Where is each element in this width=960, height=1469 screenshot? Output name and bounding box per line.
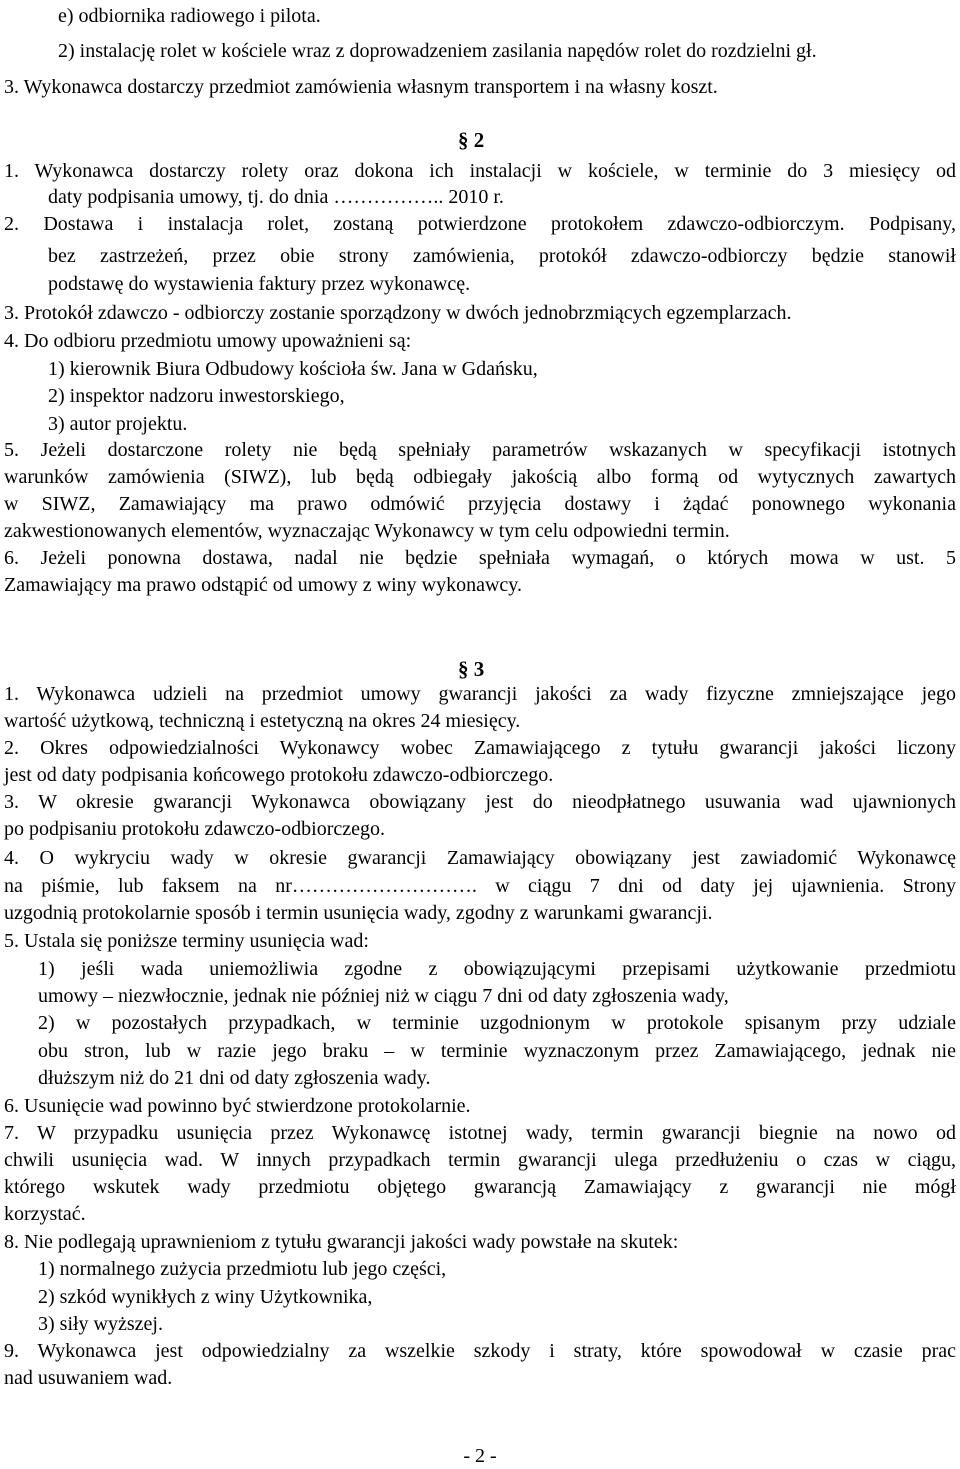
paragraph-line: w SIWZ, Zamawiający ma prawo odmówić przyjęcia dostawy i żądać ponownego wykonania: [4, 493, 956, 515]
paragraph-line: 6. Usunięcie wad powinno być stwierdzone protokolarnie.: [4, 1095, 471, 1117]
paragraph-line: 1. Wykonawca dostarczy rolety oraz dokona ich instalacji w kościele, w terminie do 3 miesięcy od: [4, 160, 956, 182]
text-line: 3. Wykonawca dostarczy przedmiot zamówienia własnym transportem i na własny koszt.: [4, 76, 718, 98]
paragraph-line: zakwestionowanych elementów, wyznaczając Wykonawcy w tym celu odpowiedni termin.: [4, 520, 730, 542]
section-heading: § 2: [458, 128, 485, 152]
section-heading: § 3: [458, 657, 485, 681]
paragraph-line: 2. Dostawa i instalacja rolet, zostaną potwierdzone protokołem zdawczo-odbiorczym. Podpisany,: [4, 213, 956, 235]
list-item: 2) w pozostałych przypadkach, w terminie uzgodnionym w protokole spisanym przy udziale: [38, 1012, 956, 1034]
paragraph-line: nad usuwaniem wad.: [4, 1367, 173, 1389]
paragraph-line: 1. Wykonawca udzieli na przedmiot umowy gwarancji jakości za wady fizyczne zmniejszające jego: [4, 683, 956, 705]
paragraph-line: 9. Wykonawca jest odpowiedzialny za wszelkie szkody i straty, które spowodował w czasie prac: [4, 1340, 956, 1362]
paragraph-line: 7. W przypadku usunięcia przez Wykonawcę istotnej wady, termin gwarancji biegnie na nowo od: [4, 1122, 956, 1144]
paragraph-line: 8. Nie podlegają uprawnieniom z tytułu gwarancji jakości wady powstałe na skutek:: [4, 1231, 679, 1253]
paragraph-line: po podpisaniu protokołu zdawczo-odbiorczego.: [4, 818, 386, 840]
list-item: obu stron, lub w razie jego braku – w terminie wyznaczonym przez Zamawiającego, jednak nie: [38, 1040, 956, 1062]
paragraph-line: którego wskutek wady przedmiotu objętego gwarancją Zamawiający z gwarancji nie mógł: [4, 1176, 956, 1198]
paragraph-line: 5. Jeżeli dostarczone rolety nie będą spełniały parametrów wskazanych w specyfikacji istotnych: [4, 439, 956, 461]
paragraph-line: na piśmie, lub faksem na nr………………………. w ciągu 7 dni od daty jej ujawnienia. Strony: [4, 875, 956, 897]
paragraph-line: 2. Okres odpowiedzialności Wykonawcy wobec Zamawiającego z tytułu gwarancji jakości liczony: [4, 737, 956, 759]
paragraph-line: chwili usunięcia wad. W innych przypadkach termin gwarancji ulega przedłużeniu o czas w ciągu,: [4, 1149, 956, 1171]
paragraph-line: korzystać.: [4, 1203, 86, 1225]
list-item: 1) normalnego zużycia przedmiotu lub jego części,: [38, 1258, 447, 1280]
paragraph-line: 4. O wykryciu wady w okresie gwarancji Zamawiający obowiązany jest zawiadomić Wykonawcę: [4, 847, 956, 869]
list-item: 1) kierownik Biura Odbudowy kościoła św. Jana w Gdańsku,: [48, 358, 538, 380]
list-item: 1) jeśli wada uniemożliwia zgodne z obowiązującymi przepisami użytkowanie przedmiotu: [38, 958, 956, 980]
list-item: 2) szkód wynikłych z winy Użytkownika,: [38, 1286, 373, 1308]
paragraph-line: podstawę do wystawienia faktury przez wykonawcę.: [48, 273, 471, 295]
list-item: 3) siły wyższej.: [38, 1313, 163, 1335]
list-item: dłuższym niż do 21 dni od daty zgłoszenia wady.: [38, 1067, 431, 1089]
paragraph-line: 5. Ustala się poniższe terminy usunięcia wad:: [4, 930, 369, 952]
page-number: - 2 -: [463, 1445, 497, 1467]
paragraph-line: jest od daty podpisania końcowego protokołu zdawczo-odbiorczego.: [4, 764, 554, 786]
paragraph-line: warunków zamówienia (SIWZ), lub będą odbiegały jakością albo formą od wytycznych zawartych: [4, 466, 956, 488]
paragraph-line: Zamawiający ma prawo odstąpić od umowy z winy wykonawcy.: [4, 574, 522, 596]
list-item: umowy – niezwłocznie, jednak nie później niż w ciągu 7 dni od daty zgłoszenia wady,: [38, 985, 729, 1007]
paragraph-line: 3. Protokół zdawczo - odbiorczy zostanie sporządzony w dwóch jednobrzmiących egzemplarzach.: [4, 302, 792, 324]
text-line: e) odbiornika radiowego i pilota.: [58, 5, 321, 27]
list-item: 2) inspektor nadzoru inwestorskiego,: [48, 385, 345, 407]
list-item: 3) autor projektu.: [48, 413, 188, 435]
paragraph-line: wartość użytkową, techniczną i estetyczną na okres 24 miesięcy.: [4, 710, 521, 732]
paragraph-line: 4. Do odbioru przedmiotu umowy upoważnieni są:: [4, 330, 412, 352]
paragraph-line: uzgodnią protokolarnie sposób i termin usunięcia wady, zgodny z warunkami gwarancji.: [4, 902, 713, 924]
paragraph-line: bez zastrzeżeń, przez obie strony zamówienia, protokół zdawczo-odbiorczy będzie stanowił: [48, 245, 956, 267]
paragraph-line: daty podpisania umowy, tj. do dnia …………….. 2010 r.: [48, 186, 504, 208]
paragraph-line: 6. Jeżeli ponowna dostawa, nadal nie będzie spełniała wymagań, o których mowa w ust. 5: [4, 547, 956, 569]
text-line: 2) instalację rolet w kościele wraz z doprowadzeniem zasilania napędów rolet do rozdzielni gł.: [58, 40, 817, 62]
paragraph-line: 3. W okresie gwarancji Wykonawca obowiązany jest do nieodpłatnego usuwania wad ujawnionych: [4, 791, 956, 813]
